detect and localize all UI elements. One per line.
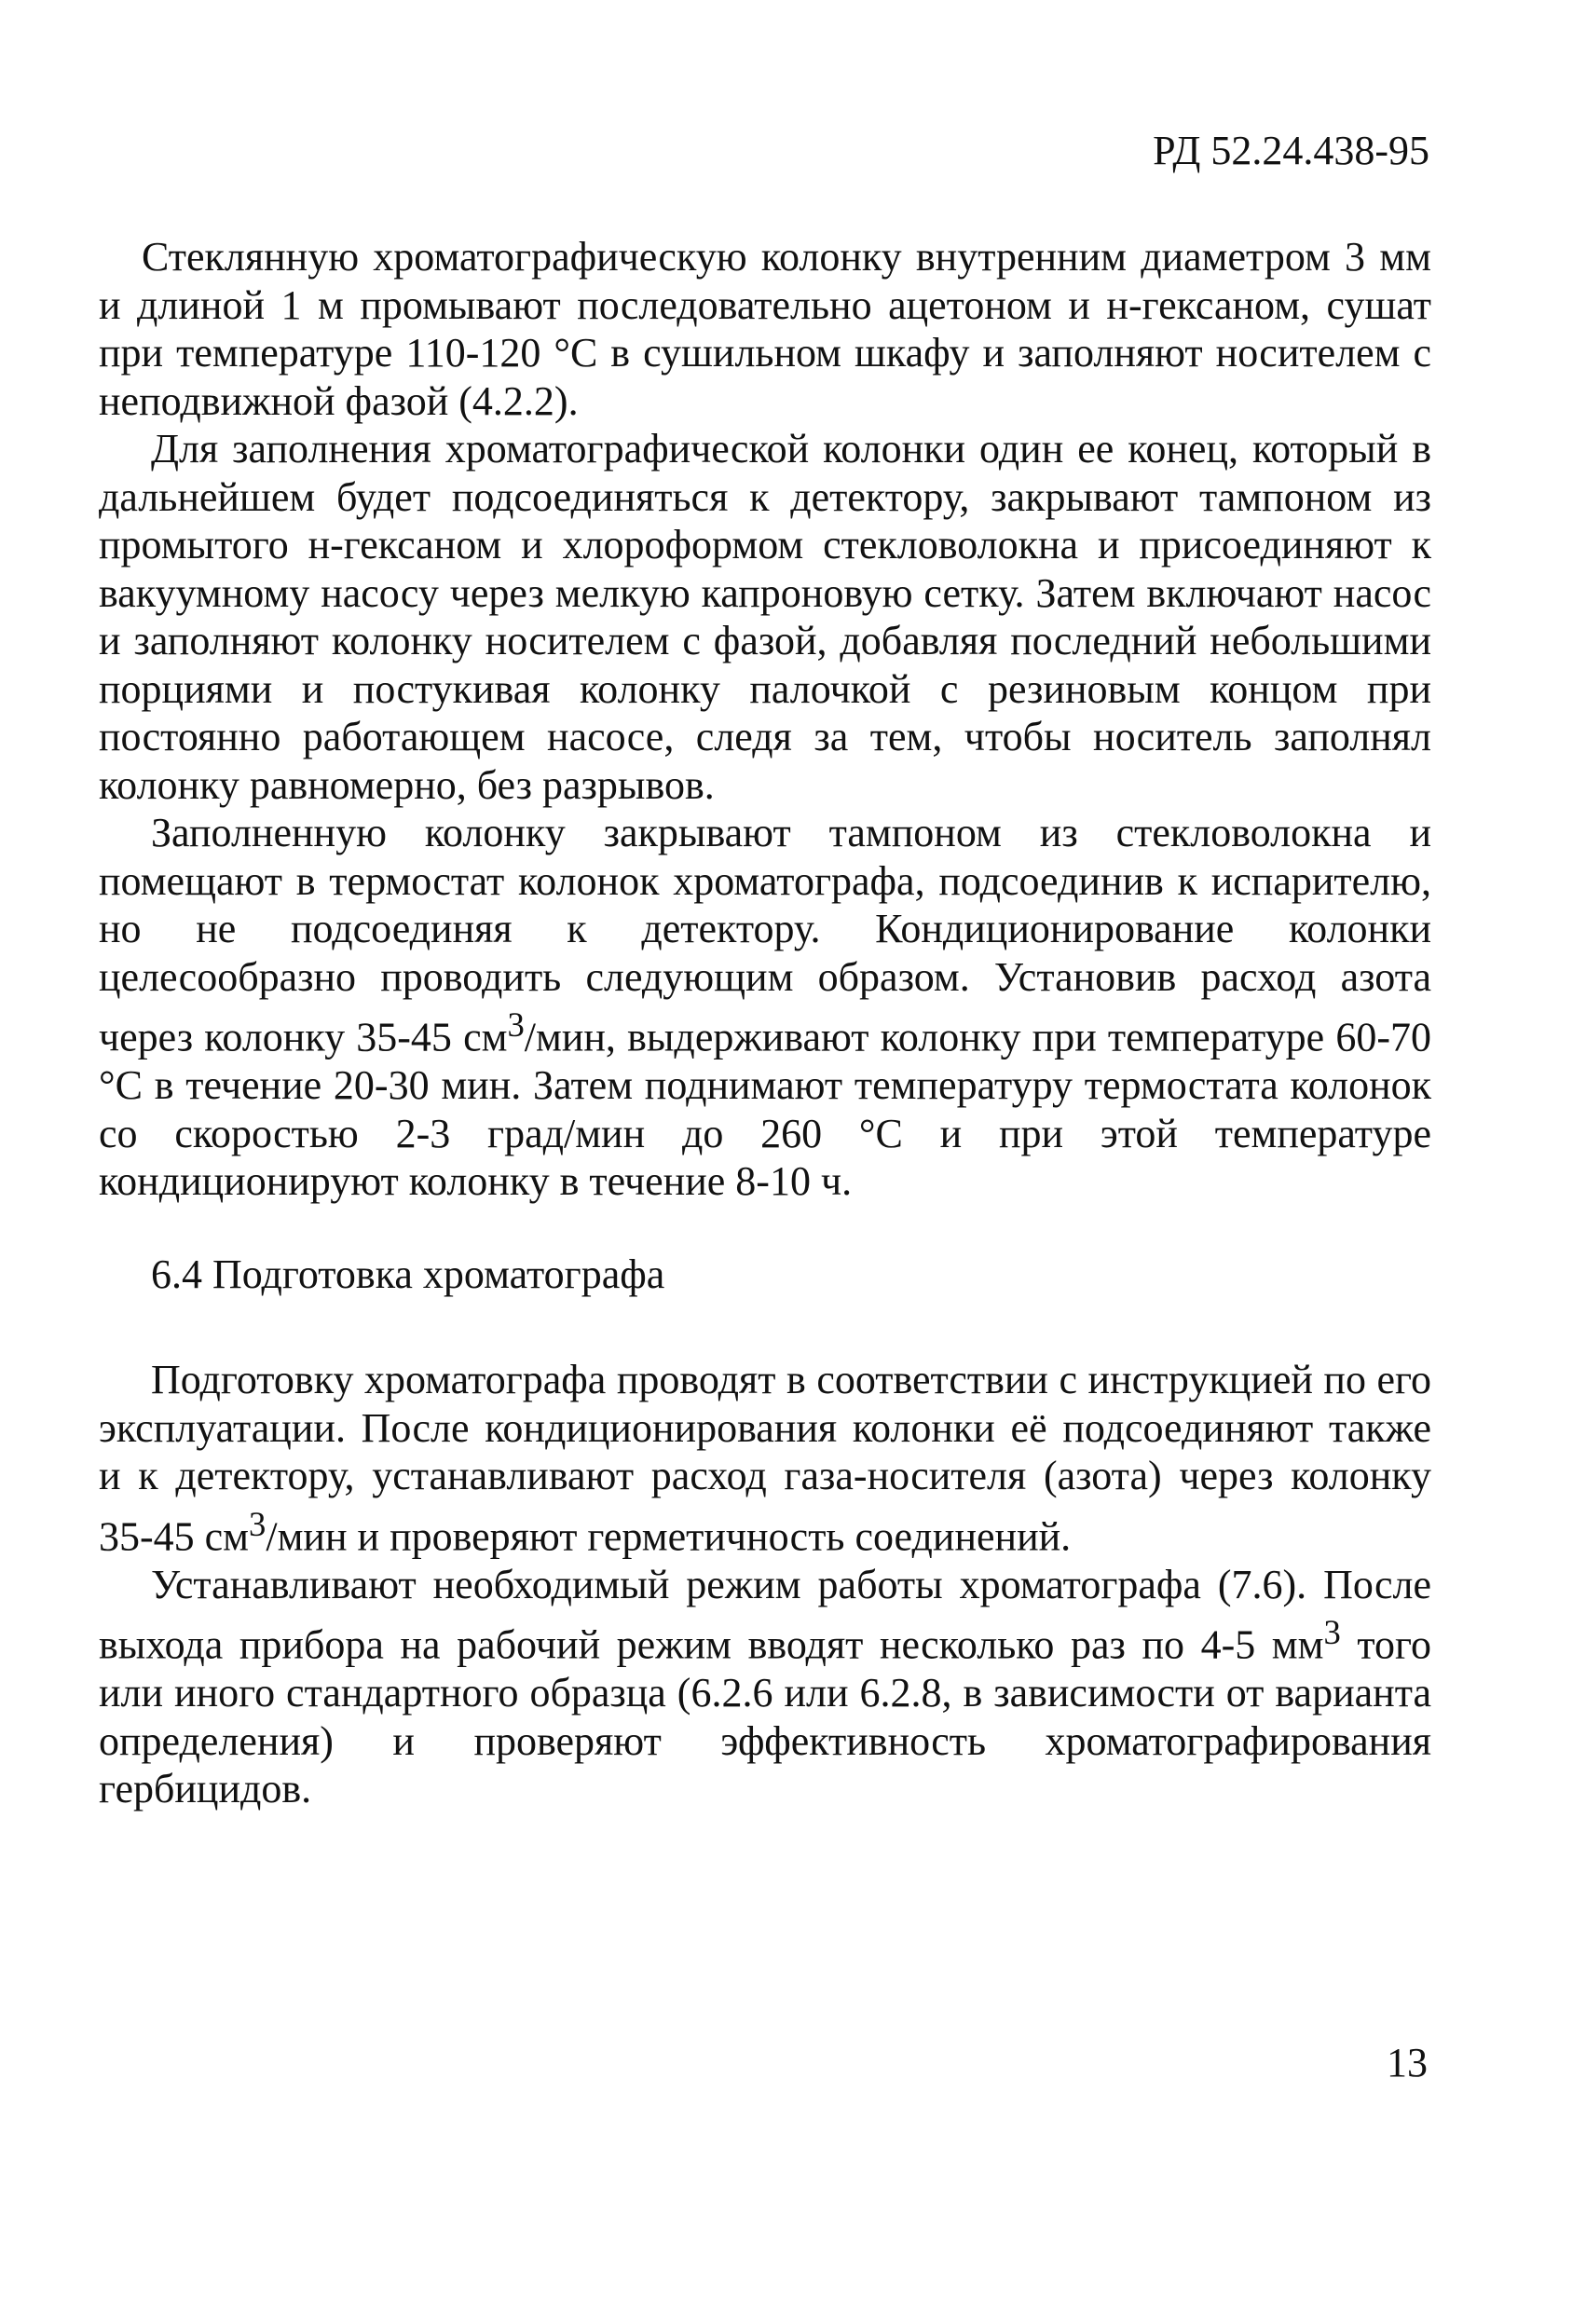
page-number: 13 (1387, 2040, 1428, 2085)
operating-text-part1: Устанавливают необходимый режим работы хроматографа (7.6). После выхода прибора на рабочий режим вводят несколько раз по 4-5 мм (99, 1561, 1431, 1668)
paragraph-column-conditioning (99, 809, 1431, 1206)
document-code: РД 52.24.438-95 (1153, 128, 1429, 173)
paragraph-chromatograph-preparation (99, 1356, 1431, 1561)
paragraph-operating-mode (99, 1561, 1431, 1813)
superscript-cube: 3 (1323, 1613, 1341, 1652)
preparation-text-part1: Подготовку хроматографа проводят в соответствии с инструкцией по его эксплуатации. После кондиционирования колонки её подсоединяют также и к детектору, устанавливают расход газа-носителя (азота) через колонку 35-45 см (99, 1357, 1431, 1560)
operating-text-part2: того или иного стандартного образца (6.2.6 или 6.2.8, в зависимости от варианта определения) и проверяют эффективность хроматографирования гербицидов. (99, 1621, 1431, 1812)
superscript-cube: 3 (249, 1504, 267, 1543)
conditioning-text-part1: Заполненную колонку закрывают тампоном из стекловолокна и помещают в термостат колонок хроматографа, подсоединив к испарителю, но не подсоединяя к детектору. Кондиционирование колонки целесообразно проводить следующим образом. Установив расход азота через колонку 35-45 см (99, 810, 1431, 1060)
paragraph-column-washing: Стеклянную хроматографическую колонку внутренним диаметром 3 мм и длиной 1 м промывают последовательно ацетоном и н-гексаном, сушат при температуре 110-120 °С в сушильном шкафу и заполняют носителем с неподвижной фазой (4.2.2). (99, 234, 1431, 424)
document-body (99, 233, 1431, 1813)
section-heading: 6.4 Подготовка хроматографа (151, 1251, 665, 1297)
preparation-text-part2: /мин и проверяют герметичность соединений. (266, 1513, 1072, 1560)
superscript-cube: 3 (507, 1005, 525, 1044)
paragraph-column-filling: Для заполнения хроматографической колонки один ее конец, который в дальнейшем будет подсоединяться к детектору, закрывают тампоном из промытого н-гексаном и хлороформом стекловолокна и присоединяют к вакуумному насосу через мелкую капроновую сетку. Затем включают насос и заполняют колонку носителем с фазой, добавляя последний небольшими порциями и постукивая колонку палочкой с резиновым концом при постоянно работающем насосе, следя за тем, чтобы носитель заполнял колонку равномерно, без разрывов. (99, 426, 1431, 808)
conditioning-text-part2: /мин, выдерживают колонку при температуре 60-70 °С в течение 20-30 мин. Затем поднимают температуру термостата колонок со скоростью 2-3 град/мин до 260 °С и при этой температуре кондиционируют колонку в течение 8-10 ч. (99, 1014, 1431, 1205)
